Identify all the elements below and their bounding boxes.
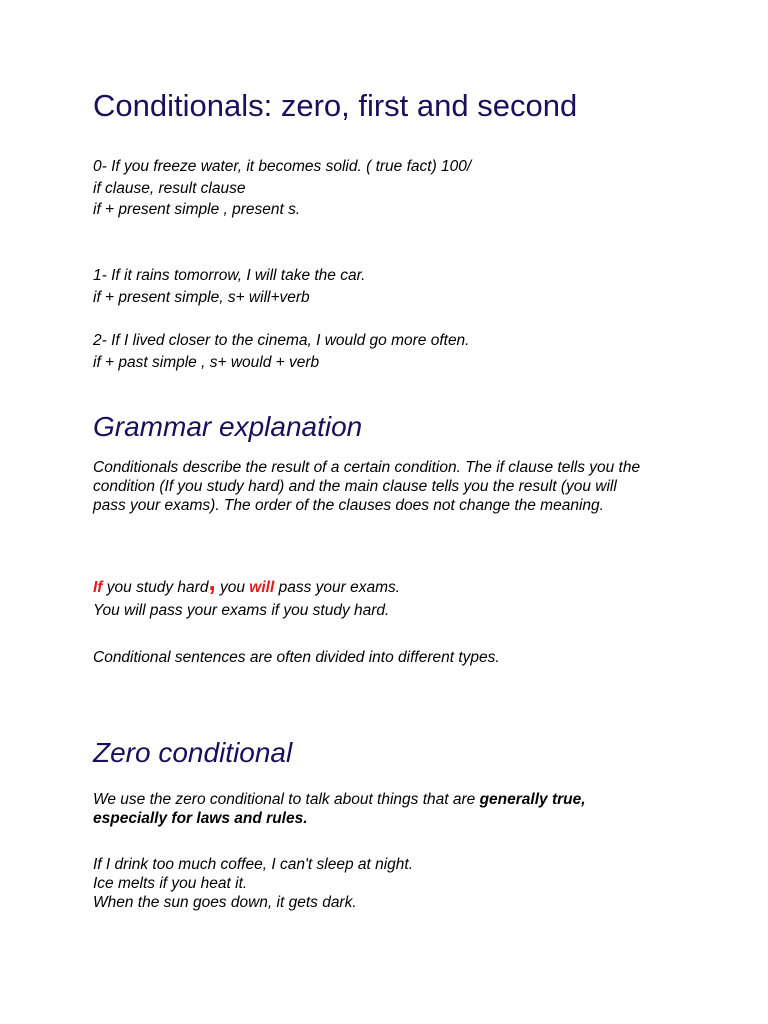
types-note: Conditional sentences are often divided into different types. [93, 649, 500, 666]
zero-line-3: if + present simple , present s. [93, 201, 301, 218]
comma-mark: , [208, 566, 216, 596]
first-line-2: if + present simple, s+ will+verb [93, 289, 310, 306]
example-part-3: pass your exams. [274, 579, 401, 596]
second-line-2: if + past simple , s+ would + verb [93, 354, 320, 371]
page-title: Conditionals: zero, first and second [93, 88, 578, 123]
example-sentence-1 [93, 566, 401, 599]
zero-example-3: When the sun goes down, it gets dark. [93, 894, 357, 911]
second-line-1: 2- If I lived closer to the cinema, I would go more often. [93, 332, 470, 349]
zero-line-2: if clause, result clause [93, 180, 246, 197]
example-part-2: you [215, 579, 250, 596]
zero-conditional-heading: Zero conditional [93, 737, 293, 768]
first-line-1: 1- If it rains tomorrow, I will take the car. [93, 267, 366, 284]
intro-end: . [303, 810, 308, 827]
intro-plain: We use the zero conditional to talk about things that are [93, 791, 480, 808]
grammar-paragraph: Conditionals describe the result of a certain condition. The if clause tells you the condition (If you study hard) and the main clause tells you the result (you will pass your exams). The order of the clauses does not change the meaning. [93, 459, 641, 514]
zero-example-2: Ice melts if you heat it. [93, 875, 248, 892]
zero-line-1: 0- If you freeze water, it becomes solid. ( true fact) 100/ [93, 158, 472, 175]
example-sentence-2: You will pass your exams if you study hard. [93, 602, 390, 619]
will-keyword: will [249, 579, 275, 596]
zero-conditional-intro [93, 790, 653, 828]
zero-example-1: If I drink too much coffee, I can't sleep at night. [93, 856, 414, 873]
example-part-1: you study hard [102, 579, 209, 596]
grammar-heading: Grammar explanation [93, 411, 363, 442]
intro-bold: generally true, especially for laws and rules [93, 791, 586, 827]
if-keyword: If [93, 579, 103, 596]
